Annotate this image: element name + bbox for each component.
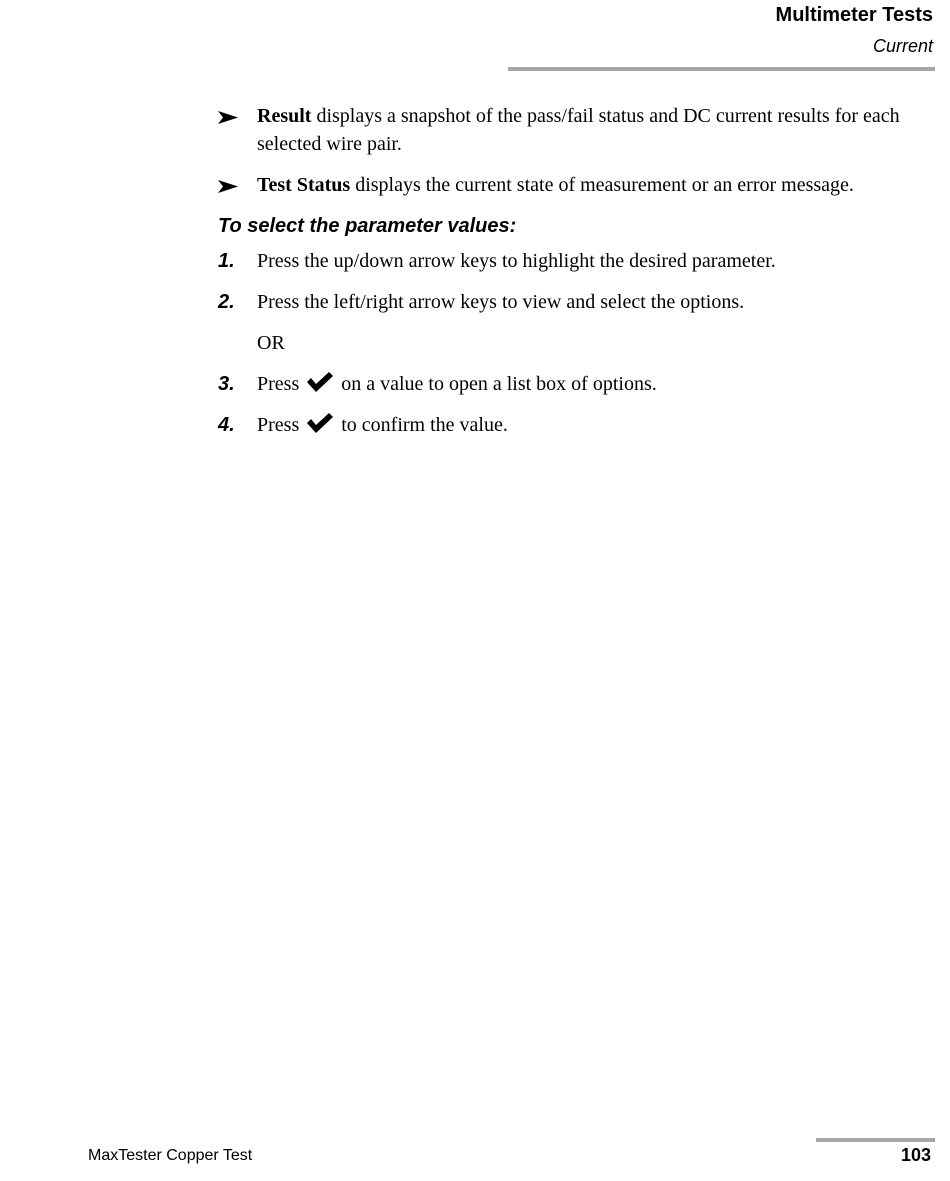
chapter-title: Multimeter Tests (775, 4, 933, 26)
or-separator: OR (257, 332, 285, 354)
procedure-step-1 (218, 247, 933, 275)
bullet-item-test-status (218, 171, 933, 199)
step-number: 1. (218, 250, 235, 272)
step-number: 2. (218, 291, 235, 313)
page-content (218, 102, 933, 452)
checkmark-icon (306, 372, 334, 392)
page-number: 103 (900, 1145, 931, 1165)
arrowhead-bullet-icon (218, 180, 238, 193)
bullet-item-result (218, 102, 933, 158)
step-text-before: Press (257, 414, 300, 436)
procedure-step-2 (218, 288, 933, 316)
step-text-before: Press (257, 373, 300, 395)
section-title: Current (872, 36, 933, 56)
bullet-term: Result (257, 105, 312, 127)
arrowhead-bullet-icon (218, 111, 238, 124)
procedure-step-3 (218, 370, 933, 398)
footer-divider (816, 1138, 935, 1142)
step-number: 3. (218, 373, 235, 395)
step-text: Press the up/down arrow keys to highlight the desired parameter. (257, 250, 776, 272)
header-divider (508, 67, 935, 71)
step-number: 4. (218, 414, 235, 436)
step-text-after: on a value to open a list box of options. (341, 373, 657, 395)
procedure-step-4 (218, 411, 933, 439)
footer-product-name: MaxTester Copper Test (88, 1147, 253, 1164)
checkmark-icon (306, 413, 334, 433)
step-text: Press the left/right arrow keys to view and select the options. (257, 291, 745, 313)
step-text-after: to confirm the value. (341, 414, 508, 436)
bullet-text: displays the current state of measurement or an error message. (350, 174, 854, 196)
bullet-text: displays a snapshot of the pass/fail status and DC current results for each selected wire pair. (257, 105, 900, 155)
bullet-term: Test Status (257, 174, 351, 196)
procedure-heading: To select the parameter values: (218, 215, 517, 237)
